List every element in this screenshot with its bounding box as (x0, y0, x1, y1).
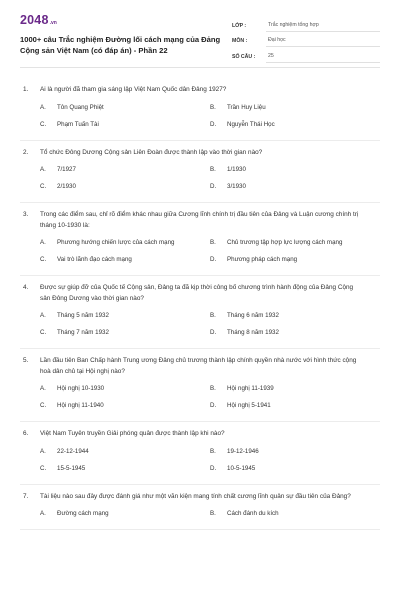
question-item (20, 485, 380, 531)
answer-option[interactable] (210, 164, 380, 181)
answer-option[interactable] (210, 310, 380, 327)
answer-option[interactable] (40, 119, 210, 136)
answer-option[interactable] (210, 446, 380, 463)
answer-options (20, 164, 380, 198)
option-letter: B. (210, 103, 216, 111)
question-item (20, 276, 380, 349)
option-letter: A. (40, 385, 46, 392)
answer-option[interactable] (210, 383, 380, 400)
question-text: Được sự giúp đỡ của Quốc tế Cộng sản, Đảng ta đã kịp thời công bố chương trình hành động của Đảng Cộng sản Đông Dương vào thời gian nào? (40, 284, 354, 302)
answer-option[interactable] (40, 164, 210, 181)
meta-label: MÔN : (232, 38, 248, 44)
answer-option[interactable] (40, 181, 210, 198)
question-head (20, 492, 380, 503)
option-text: 15-5-1945 (57, 464, 86, 472)
option-letter: B. (210, 447, 216, 455)
answer-option[interactable] (40, 254, 210, 271)
answer-option[interactable] (210, 102, 380, 119)
option-text: 3/1930 (227, 183, 246, 190)
option-letter: A. (40, 239, 46, 246)
meta-row (232, 16, 380, 32)
question-head (20, 210, 380, 231)
answer-option[interactable] (210, 463, 380, 480)
logo-sub-text: .vn (49, 20, 57, 26)
answer-option[interactable] (210, 254, 380, 271)
meta-label: LỚP : (232, 22, 247, 29)
question-text: Tài liệu nào sau đây được đánh giá như một văn kiện mang tính chất cương lĩnh quân sự đầu tiên của Đảng? (40, 492, 351, 500)
option-letter: C. (40, 464, 47, 472)
question-item (20, 422, 380, 485)
question-list (20, 68, 380, 530)
option-letter: A. (40, 447, 46, 455)
option-letter: C. (40, 402, 47, 409)
answer-option[interactable] (40, 310, 210, 327)
option-letter: D. (210, 183, 217, 190)
question-number: 2. (23, 148, 29, 156)
option-letter: B. (210, 166, 216, 173)
question-item (20, 349, 380, 422)
question-item (20, 141, 380, 204)
option-letter: D. (210, 120, 217, 128)
option-text: Đường cách mạng (57, 510, 109, 517)
option-letter: C. (40, 256, 47, 263)
option-text: Nguyễn Thái Học (227, 120, 275, 128)
meta-table (232, 16, 380, 67)
question-number: 7. (23, 492, 29, 500)
option-text: 10-5-1945 (227, 464, 256, 472)
option-text: Hội nghị 5-1941 (227, 402, 271, 409)
option-text: Chủ trương tập hợp lực lượng cách mạng (227, 239, 343, 246)
question-item (20, 78, 380, 141)
option-text: Hội nghị 10-1930 (57, 385, 105, 392)
option-text: Cách đánh du kích (227, 510, 279, 517)
question-head (20, 85, 380, 96)
option-letter: D. (210, 256, 217, 263)
option-letter: C. (40, 183, 47, 190)
header-left (20, 13, 230, 67)
option-text: 2/1930 (57, 183, 76, 190)
answer-option[interactable] (210, 400, 380, 417)
option-text: 22-12-1944 (57, 447, 89, 455)
option-text: Tôn Quang Phiệt (57, 103, 104, 111)
option-letter: C. (40, 329, 47, 336)
option-text: Tháng 7 năm 1932 (57, 329, 109, 336)
option-text: Tháng 8 năm 1932 (227, 329, 279, 336)
answer-option[interactable] (40, 383, 210, 400)
option-letter: D. (210, 464, 217, 472)
option-text: Phạm Tuấn Tài (57, 120, 99, 128)
page-header (20, 0, 380, 68)
option-text: Phương pháp cách mạng (227, 256, 298, 263)
answer-options (20, 310, 380, 344)
option-letter: A. (40, 103, 46, 111)
question-item (20, 203, 380, 276)
answer-option[interactable] (210, 119, 380, 136)
answer-option[interactable] (40, 400, 210, 417)
document-title: 1000+ câu Trắc nghiệm Đường lối cách mạng của Đảng Cộng sản Việt Nam (có đáp án) - Phần 22 (20, 35, 221, 55)
option-letter: A. (40, 166, 46, 173)
question-number: 6. (23, 430, 29, 437)
meta-value: Đại học (266, 37, 380, 47)
question-text: Ai là người đã tham gia sáng lập Việt Nam Quốc dân Đảng 1927? (40, 86, 227, 93)
answer-option[interactable] (40, 508, 210, 525)
option-letter: B. (210, 239, 216, 246)
question-number: 1. (23, 86, 29, 93)
meta-row (232, 47, 380, 63)
answer-option[interactable] (40, 327, 210, 344)
answer-option[interactable] (210, 327, 380, 344)
logo-main-text: 2048 (20, 13, 49, 27)
option-text: Trần Huy Liệu (227, 103, 266, 111)
question-head (20, 283, 380, 304)
option-text: Tháng 5 năm 1932 (57, 312, 109, 319)
meta-label: SỐ CÂU : (232, 53, 256, 60)
question-head (20, 429, 380, 440)
meta-row (232, 32, 380, 48)
option-letter: B. (210, 510, 216, 517)
question-head (20, 356, 380, 377)
answer-option[interactable] (210, 237, 380, 254)
question-number: 4. (23, 284, 29, 291)
answer-option[interactable] (40, 446, 210, 463)
option-text: Hội nghị 11-1940 (57, 402, 104, 409)
question-number: 3. (23, 211, 29, 218)
option-text: Vai trò lãnh đạo cách mạng (57, 256, 132, 263)
option-letter: D. (210, 329, 217, 336)
question-head (20, 148, 380, 159)
option-text: Tháng 6 năm 1932 (227, 312, 279, 319)
option-letter: A. (40, 510, 46, 517)
answer-option[interactable] (40, 463, 210, 480)
meta-value: Trắc nghiệm tổng hợp (266, 22, 380, 32)
option-letter: B. (210, 385, 216, 392)
option-text: 7/1927 (57, 166, 76, 173)
option-text: Hội nghị 11-1939 (227, 385, 274, 392)
answer-options (20, 102, 380, 136)
option-letter: A. (40, 312, 46, 319)
answer-options (20, 508, 380, 525)
option-letter: B. (210, 312, 216, 319)
answer-options (20, 383, 380, 417)
question-number: 5. (23, 357, 29, 364)
option-letter: C. (40, 120, 47, 128)
answer-option[interactable] (210, 508, 380, 525)
option-text: 1/1930 (227, 166, 246, 173)
option-letter: D. (210, 402, 217, 409)
site-logo[interactable] (20, 13, 230, 27)
question-text: Tổ chức Đông Dương Cộng sản Liên Đoàn được thành lập vào thời gian nào? (40, 148, 263, 156)
meta-value: 25 (266, 53, 380, 63)
question-text: Lần đầu tiên Ban Chấp hành Trung ương Đảng chủ trương thành lập chính quyền nhà nước với hình thức cộng hoà dân chủ tại Hội nghị nào? (40, 357, 357, 375)
option-text: 19-12-1946 (227, 447, 259, 455)
answer-option[interactable] (40, 102, 210, 119)
answer-options (20, 237, 380, 271)
answer-option[interactable] (40, 237, 210, 254)
question-text: Việt Nam Tuyên truyền Giải phóng quân được thành lập khi nào? (40, 430, 225, 437)
option-text: Phương hướng chiến lược của cách mạng (57, 239, 175, 246)
question-text: Trong các điểm sau, chỉ rõ điểm khác nhau giữa Cương lĩnh chính trị đầu tiên của Đảng và Luận cương chính trị tháng 10-1930 là: (40, 211, 359, 229)
answer-options (20, 446, 380, 480)
answer-option[interactable] (210, 181, 380, 198)
